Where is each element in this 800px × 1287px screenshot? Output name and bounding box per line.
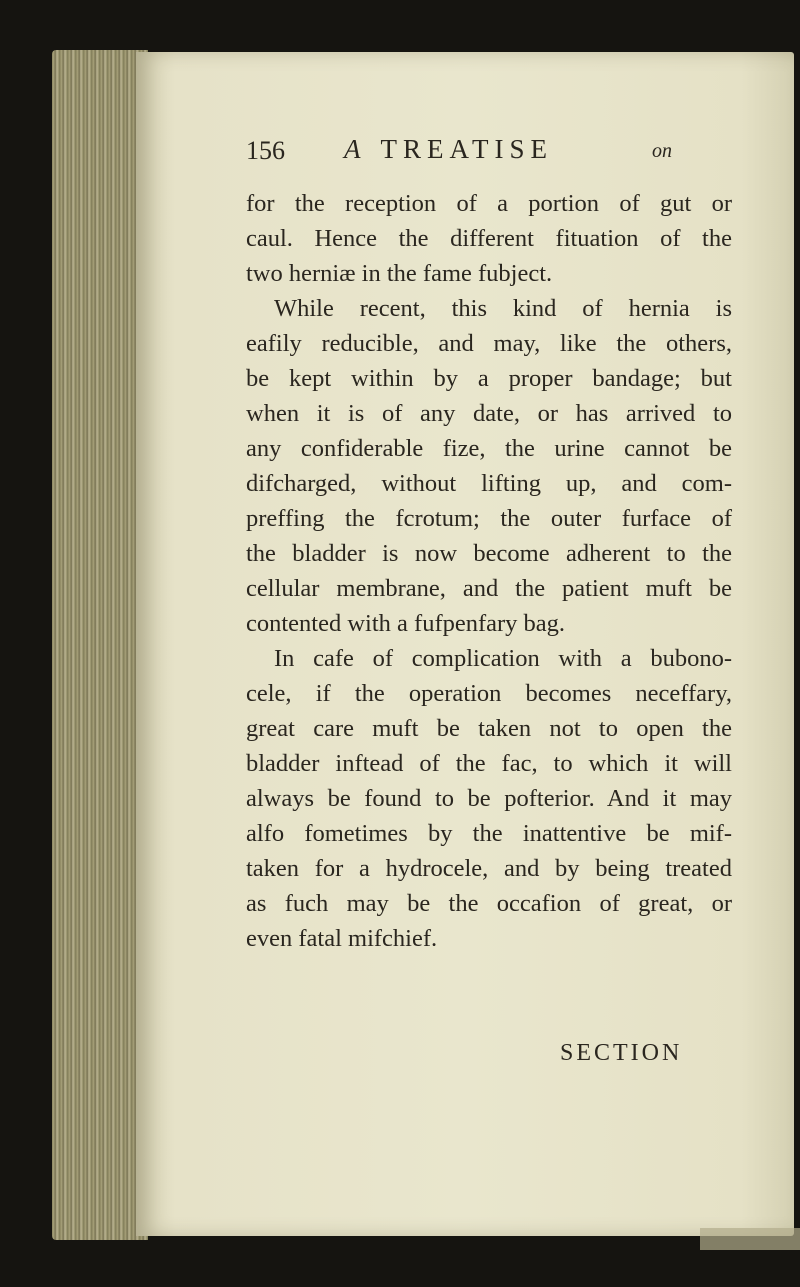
running-title: [344, 134, 553, 165]
text-line: always be found to be pofterior. And it may: [246, 785, 732, 812]
text-line: cele, if the operation becomes neceffary,: [246, 680, 732, 707]
text-line: taken for a hydrocele, and by being treated: [246, 855, 732, 882]
text-line: even fatal mifchief.: [246, 925, 438, 952]
text-line: great care muft be taken not to open the: [246, 715, 732, 742]
catchword: SECTION: [560, 1040, 683, 1066]
text-line: when it is of any date, or has arrived to: [246, 400, 732, 427]
body-text: [246, 186, 732, 956]
text-line: caul. Hence the different fituation of the: [246, 225, 732, 252]
title-word: TREATISE: [380, 134, 553, 164]
text-line: cellular membrane, and the patient muft be: [246, 575, 732, 602]
text-line: While recent, this kind of hernia is: [274, 295, 732, 322]
running-header: [246, 132, 732, 178]
text-line: bladder inftead of the fac, to which it will: [246, 750, 732, 777]
page-bottom-edge: [700, 1228, 800, 1250]
text-line: the bladder is now become adherent to the: [246, 540, 732, 567]
text-line: preffing the fcrotum; the outer furface of: [246, 505, 732, 532]
page-stack-edge: [52, 50, 148, 1240]
text-line: for the reception of a portion of gut or: [246, 190, 732, 217]
title-article: A: [344, 134, 367, 164]
text-line: two herniæ in the fame fubject.: [246, 260, 553, 287]
text-line: be kept within by a proper bandage; but: [246, 365, 732, 392]
text-line: as fuch may be the occafion of great, or: [246, 890, 732, 917]
text-line: eafily reducible, and may, like the others,: [246, 330, 732, 357]
text-line: alfo fometimes by the inattentive be mif-: [246, 820, 732, 847]
text-line: In cafe of complication with a bubono-: [274, 645, 732, 672]
text-line: contented with a fufpenfary bag.: [246, 610, 566, 637]
text-line: any confiderable fize, the urine cannot be: [246, 435, 732, 462]
title-on: on: [652, 140, 672, 162]
page-number: 156: [246, 136, 285, 165]
text-line: difcharged, without lifting up, and com-: [246, 470, 732, 497]
